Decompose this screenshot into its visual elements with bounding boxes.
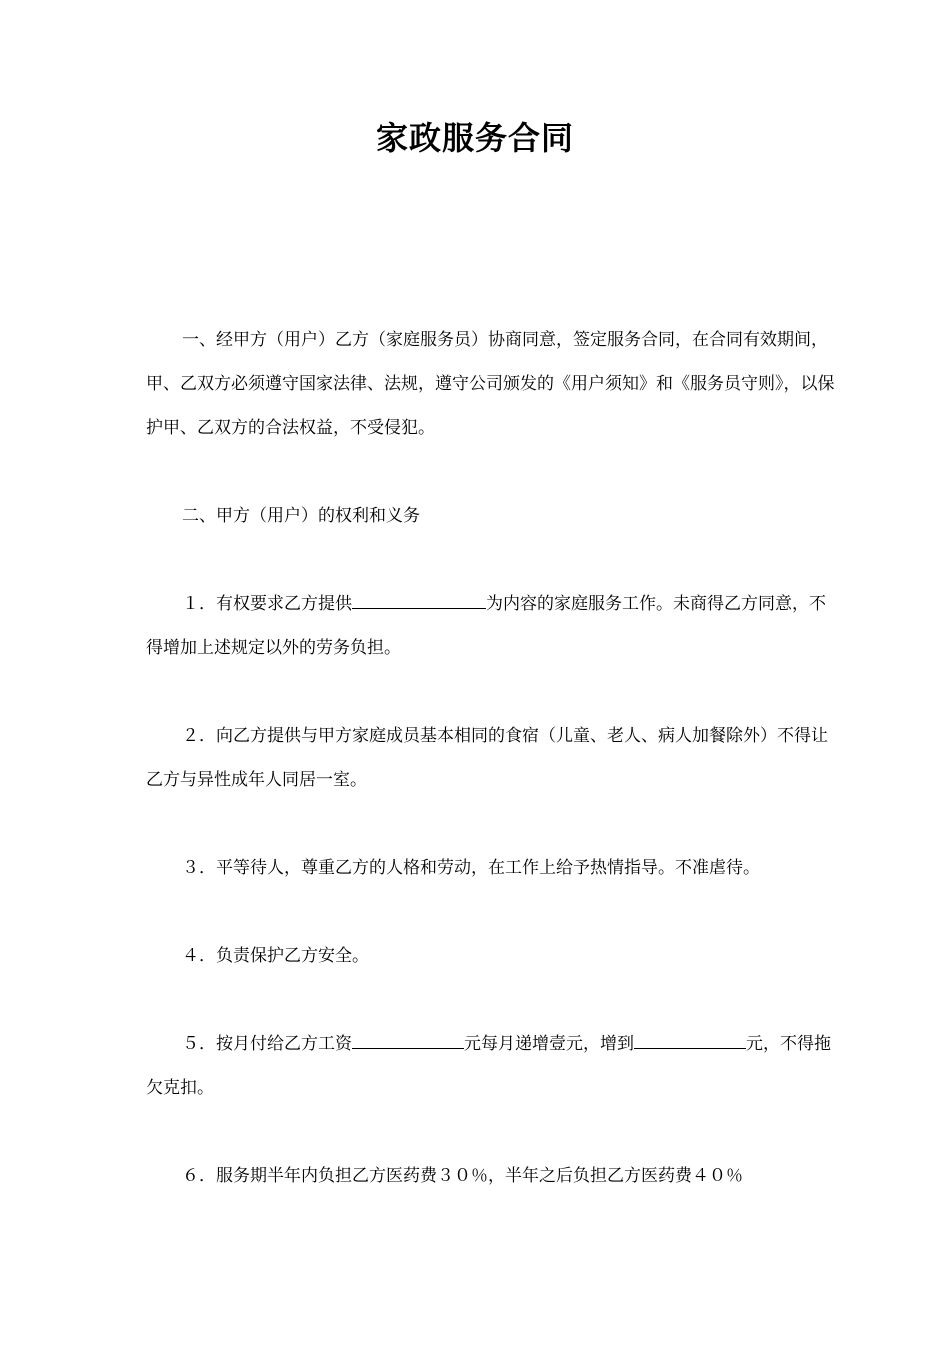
item-3-paragraph: ３．平等待人，尊重乙方的人格和劳动，在工作上给予热情指导。不准虐待。 [182,858,760,878]
item-1-text-after: 为内容的家庭服务工作。未商得乙方同意，不得增加上述规定以外的劳务负担。 [146,594,826,658]
document-title: 家政服务合同 [375,119,574,157]
item-6-paragraph: ６．服务期半年内负担乙方医药费３０％，半年之后负担乙方医药费４０％ [182,1166,743,1186]
item-5-text-part3: 元，不得拖欠克扣。 [146,1034,831,1098]
item-5-text-part1: ５．按月付给乙方工资 [182,1034,352,1054]
blank-max-wage[interactable] [634,1031,746,1049]
item-1-text-before: １．有权要求乙方提供 [182,594,352,614]
clause-2-heading: 二、甲方（用户）的权利和义务 [182,506,420,526]
item-1-paragraph [146,582,836,670]
item-5-paragraph [146,1022,836,1110]
item-5-text-part2: 元每月递增壹元，增到 [464,1034,634,1054]
blank-service-content[interactable] [352,591,486,609]
blank-monthly-wage[interactable] [352,1031,464,1049]
clause-1-paragraph: 一、经甲方（用户）乙方（家庭服务员）协商同意，签定服务合同，在合同有效期间，甲、乙双方必须遵守国家法律、法规，遵守公司颁发的《用户须知》和《服务员守则》，以保护甲、乙双方的合法权益，不受侵犯。 [146,330,835,438]
item-4-paragraph: ４．负责保护乙方安全。 [182,946,369,966]
item-2-paragraph: ２．向乙方提供与甲方家庭成员基本相同的食宿（儿童、老人、病人加餐除外）不得让乙方与异性成年人同居一室。 [146,726,828,790]
